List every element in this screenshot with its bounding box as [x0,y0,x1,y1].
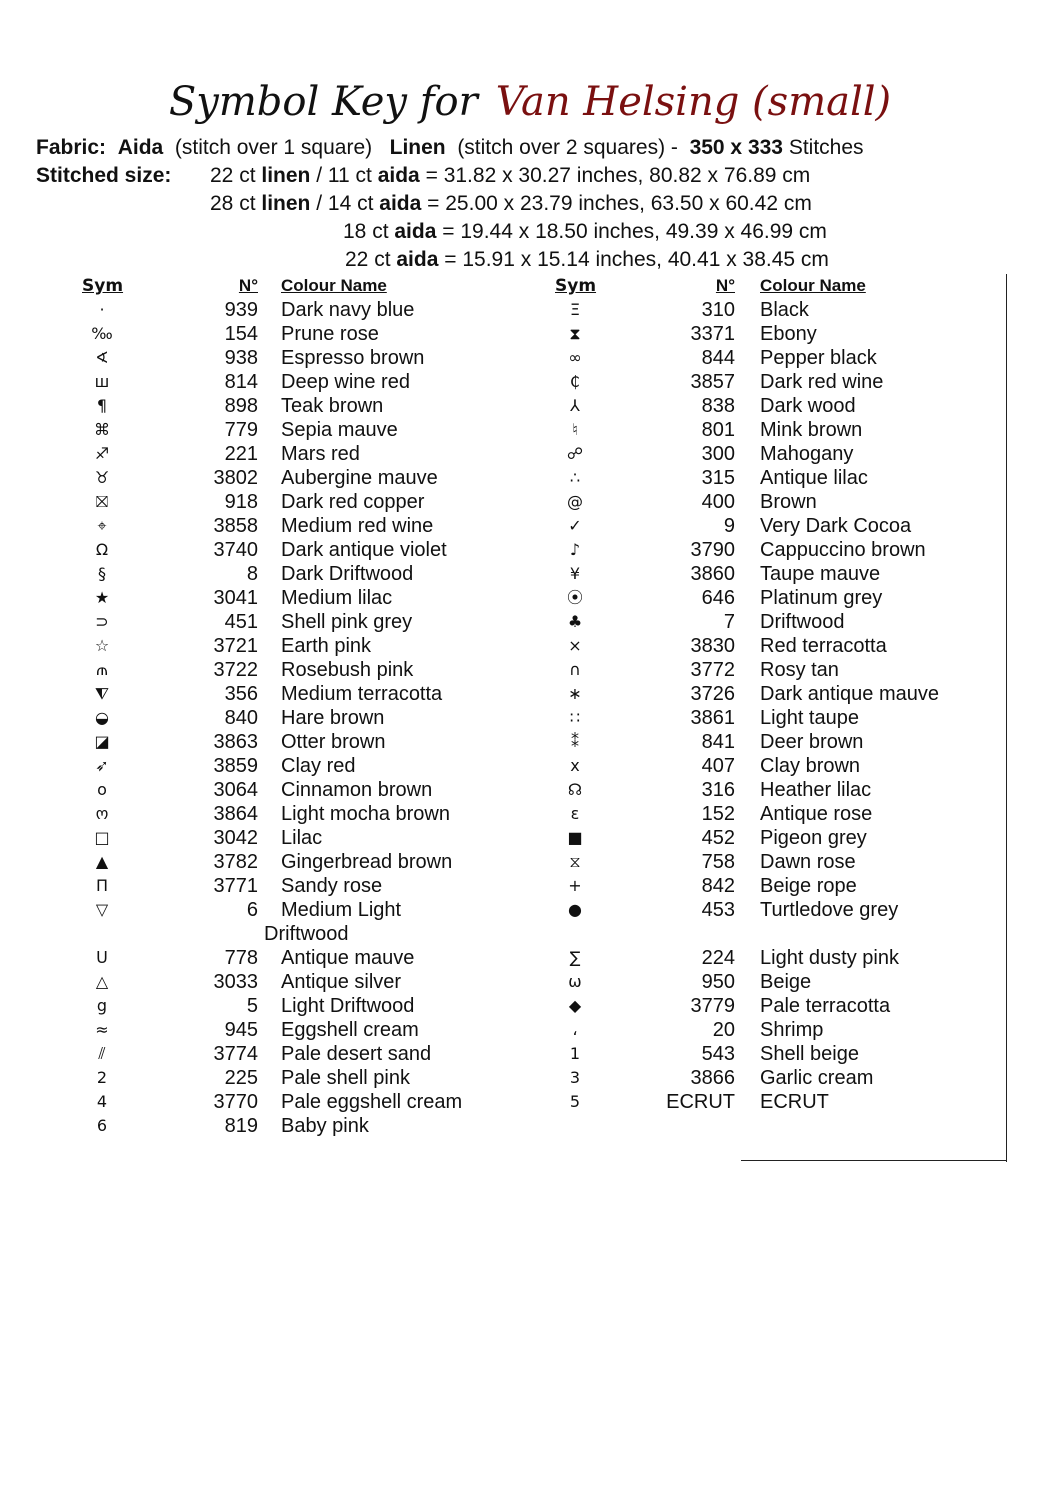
colour-name: Mink brown [760,419,863,441]
white-triangle-down-icon: ▽ [95,900,109,919]
colour-name: Espresso brown [281,347,425,369]
colour-name: Pale eggshell cream [281,1091,463,1113]
ascending-node-icon: ☊ [567,780,583,799]
colour-name: Antique silver [281,971,402,993]
table-row [0,322,1010,346]
colour-name: Taupe mauve [760,563,881,585]
header-num: N° [715,276,735,295]
colour-name: Deer brown [760,731,864,753]
table-row [0,490,1010,514]
colour-name: Otter brown [281,731,386,753]
colour-number: 152 [701,803,735,825]
size-dimensions: = 25.00 x 23.79 inches, 63.50 x 60.42 cm [427,192,812,215]
header-num: N° [238,276,258,295]
table-row [0,706,1010,730]
table-row [0,514,1010,538]
colour-number: 3726 [690,683,735,705]
colour-name: Light taupe [760,707,859,729]
colour-number: 778 [224,947,258,969]
size-dimensions: = 19.44 x 18.50 inches, 49.39 x 46.99 cm [442,220,827,243]
colour-number: 844 [701,347,735,369]
colour-name: Gingerbread brown [281,851,453,873]
colour-number: 842 [701,875,735,897]
colour-name: Clay brown [760,755,861,777]
colour-number: 407 [701,755,735,777]
half-filled-triangle-down-icon: ⧨ [94,684,110,703]
colour-number: 3041 [213,587,258,609]
black-triangle-up-icon: ▲ [95,852,109,871]
cedi-icon: ₵ [569,372,581,391]
colour-number: 3858 [213,515,258,537]
colour-number: 3772 [690,659,735,681]
colour-number: 3371 [690,323,735,345]
table-row [0,970,1010,994]
colour-name: Very Dark Cocoa [760,515,912,537]
size-dimensions: = 31.82 x 30.27 inches, 80.82 x 76.89 cm [425,164,811,187]
crosshair-icon: ⌖ [97,516,107,535]
fabric-linen-note: (stitch over 2 squares) - [457,136,678,159]
omega-small-icon: ω [568,972,582,991]
colour-name: Dark antique mauve [760,683,939,705]
colour-name: Black [760,299,809,321]
colour-number: 3771 [213,875,258,897]
cup-dot-icon: ᑌ [96,948,108,967]
colour-name: Deep wine red [281,371,410,393]
boxed-star-icon: ⛝ [95,492,109,511]
yen-icon: ¥ [569,564,581,583]
size-line-4 [345,246,829,274]
table-row [0,394,1010,418]
size-fabric: aida [396,248,439,271]
colour-name: Antique mauve [281,947,415,969]
colour-name: Light mocha brown [281,803,450,825]
colour-number: 3866 [690,1067,735,1089]
comma-hook-icon: ، [572,1020,578,1039]
pilcrow-icon: ¶ [96,396,108,415]
colour-name: Dark red copper [281,491,425,513]
colour-number: 453 [701,899,735,921]
colour-name: ECRUT [760,1091,829,1113]
colour-name: Beige [760,971,812,993]
colour-name: Medium red wine [281,515,434,537]
size-line-1 [210,162,810,190]
colour-name: Rosebush pink [281,659,414,681]
colour-number: 225 [224,1067,258,1089]
opposition-icon: ☍ [566,444,584,463]
table-row [0,418,1010,442]
sigma-icon: ∑ [569,948,581,967]
colour-number: 3859 [213,755,258,777]
colour-number: 3770 [213,1091,258,1113]
size-count: 22 ct [210,164,256,187]
colour-number: 400 [701,491,735,513]
table-row [0,346,1010,370]
size-count: / 11 ct [316,164,372,187]
colour-name: Dark red wine [760,371,884,393]
table-row [0,730,1010,754]
asterisk-icon: ∗ [568,684,582,703]
black-star-icon: ★ [94,588,110,607]
letter-x-icon: x [570,756,580,775]
circled-spade-icon: ⦿ [566,588,583,607]
proportion-icon: ∷ [569,708,581,727]
table-row [0,1090,1010,1114]
fabric-aida: Aida [117,136,164,159]
table-row [0,874,1010,898]
colour-number: 3857 [690,371,735,393]
table-row [0,898,1010,946]
colour-name: Baby pink [281,1115,369,1137]
colour-number: 316 [701,779,735,801]
colour-name: Pale shell pink [281,1067,410,1089]
table-row [0,754,1010,778]
header-sym: Sym [555,276,597,296]
arrow-dot-icon: ➶ [95,756,109,775]
table-header [0,274,1010,298]
colour-name: Eggshell cream [281,1019,419,1041]
colour-name: Dark wood [760,395,856,417]
fabric-line [36,134,864,162]
table-row [0,634,1010,658]
colour-number: 8 [246,563,258,585]
colour-name: Shell pink grey [281,611,413,633]
middle-dot-icon: · [99,300,105,319]
double-slash-icon: ⫽ [98,1044,106,1063]
colour-name: Brown [760,491,817,513]
colour-number: 9 [723,515,735,537]
colour-number: 939 [224,299,258,321]
table-row [0,442,1010,466]
fabric-linen: Linen [389,136,446,159]
colour-name: Platinum grey [760,587,883,609]
colour-number: 918 [224,491,258,513]
colour-number: 310 [701,299,735,321]
colour-number: 154 [224,323,258,345]
epsilon-icon: ε [570,804,580,823]
colour-number: 3802 [213,467,258,489]
colour-name: Driftwood [760,611,845,633]
colour-number: 841 [701,731,735,753]
colour-name: Beige rope [760,875,857,897]
colour-number: 3721 [213,635,258,657]
colour-number: 945 [224,1019,258,1041]
turned-y-icon: ⅄ [570,396,580,415]
colour-name: Dark antique violet [281,539,447,561]
colour-number: 3863 [213,731,258,753]
stitches-word: Stitches [788,136,864,159]
rotated-three-icon: ო [95,804,109,823]
digit-three-icon: 3 [569,1068,581,1087]
table-row [0,778,1010,802]
size-fabric: aida [379,192,422,215]
colour-name: Mahogany [760,443,854,465]
size-fabric: linen [261,192,311,215]
colour-number: 779 [224,419,258,441]
colour-number: 950 [701,971,735,993]
plus-icon: + [568,876,582,895]
table-row [0,538,1010,562]
colour-name: Red terracotta [760,635,887,657]
colour-number: 646 [701,587,735,609]
table-row [0,586,1010,610]
colour-number: 898 [224,395,258,417]
colour-name: Garlic cream [760,1067,874,1089]
command-icon: ⌘ [94,420,110,439]
colour-name: Prune rose [281,323,379,345]
taurus-icon: ♉ [94,468,110,487]
colour-number: 938 [224,347,258,369]
size-count: / 14 ct [316,192,374,215]
colour-name: Hare brown [281,707,385,729]
white-triangle-up-icon: △ [95,972,109,991]
header-colour-name: Colour Name [760,276,866,295]
pattern-name: Van Helsing (small) [495,79,892,125]
table-row [0,298,1010,322]
colour-name-continued: Driftwood [264,923,349,945]
check-mark-icon: ✓ [568,516,582,535]
table-row [0,610,1010,634]
colour-name: Heather lilac [760,779,872,801]
table-row [0,658,1010,682]
pi-icon: Π [95,876,109,895]
fabric-aida-note: (stitch over 1 square) [174,136,373,159]
half-filled-square-icon: ◪ [94,732,110,751]
black-circle-icon: ● [568,900,582,919]
colour-name: Shrimp [760,1019,824,1041]
colour-number: 300 [701,443,735,465]
colour-number: 3740 [213,539,258,561]
table-row [0,466,1010,490]
size-dimensions: = 15.91 x 15.14 inches, 40.41 x 38.45 cm [444,248,829,271]
table-row [0,1114,530,1138]
colour-number: 543 [701,1043,735,1065]
table-row [0,802,1010,826]
letter-g-icon: g [96,996,108,1015]
colour-number: 3864 [213,803,258,825]
colour-name: Teak brown [281,395,384,417]
size-line-2 [210,190,812,218]
colour-number: 3774 [213,1043,258,1065]
colour-name: Medium terracotta [281,683,443,705]
colour-number: 6 [246,899,258,921]
colour-number: 315 [701,467,735,489]
colour-number: 3064 [213,779,258,801]
letter-o-icon: o [97,780,107,799]
colour-name: Ebony [760,323,817,345]
music-note-icon: ♪ [569,540,581,559]
colour-number: 7 [723,611,735,633]
section-sign-icon: § [98,564,106,583]
table-border-right [1006,274,1007,1162]
table-row [0,562,1010,586]
table-row [0,826,1010,850]
black-diamond-icon: ◆ [568,996,582,1015]
colour-name: Antique lilac [760,467,868,489]
colour-name: Antique rose [760,803,873,825]
colour-name: Turtledove grey [760,899,899,921]
cross-dot-icon: ⨯ [568,636,582,655]
size-fabric: linen [261,164,311,187]
colour-name: Shell beige [760,1043,859,1065]
colour-number: 356 [224,683,258,705]
symbol-table-right [0,274,1010,1114]
natural-sign-icon: ♮ [572,420,578,439]
header-colour-name: Colour Name [281,276,387,295]
infinity-icon: ∞ [568,348,582,367]
colour-name: Earth pink [281,635,372,657]
colour-name: Pigeon grey [760,827,867,849]
colour-number: 840 [224,707,258,729]
digit-six-icon: 6 [96,1116,108,1135]
colour-number: 838 [701,395,735,417]
colour-name: Mars red [281,443,360,465]
colour-name: Cappuccino brown [760,539,926,561]
table-row [0,850,1010,874]
table-row [0,946,1010,970]
colour-name: Pale terracotta [760,995,891,1017]
per-mille-icon: ‰ [91,324,113,343]
stitched-size-label: Stitched size: [36,164,172,187]
approx-icon: ≈ [95,1020,109,1039]
therefore-icon: ∴ [569,468,581,487]
colour-number: 224 [701,947,735,969]
digit-one-icon: 1 [569,1044,581,1063]
table-row [0,1042,1010,1066]
colour-number: 3722 [213,659,258,681]
dotted-x-icon: ⁑ [571,732,579,751]
xi-icon: Ξ [569,300,581,319]
colour-number: 221 [224,443,258,465]
white-square-icon: □ [94,828,110,847]
size-count: 28 ct [210,192,256,215]
colour-name: Pale desert sand [281,1043,432,1065]
size-count: 22 ct [345,248,391,271]
table-row [0,1066,1010,1090]
colour-name: Dark navy blue [281,299,415,321]
sagittarius-arrow-icon: ♐ [94,444,110,463]
size-line-3 [343,218,827,246]
size-fabric: aida [377,164,420,187]
digit-five-icon: 5 [569,1092,581,1111]
colour-name: Pepper black [760,347,877,369]
stitch-count: 350 x 333 [689,136,783,159]
colour-number: 3042 [213,827,258,849]
colour-name: Dark Driftwood [281,563,414,585]
superset-icon: ⊃ [95,612,109,631]
colour-number: 3782 [213,851,258,873]
colour-number: 814 [224,371,258,393]
table-row [0,682,1010,706]
header-sym: Sym [82,276,124,296]
colour-number: 451 [224,611,258,633]
club-icon: ♣ [567,612,583,631]
omega-icon: Ω [95,540,109,559]
colour-name: Sandy rose [281,875,383,897]
colour-name: Light dusty pink [760,947,899,969]
colour-name: Clay red [281,755,356,777]
colour-number: 3790 [690,539,735,561]
digit-two-icon: 2 [96,1068,108,1087]
colour-name: Sepia mauve [281,419,398,441]
colour-number: 3830 [690,635,735,657]
colour-name: Dawn rose [760,851,856,873]
colour-number: 3033 [213,971,258,993]
digit-four-icon: 4 [96,1092,108,1111]
element-of-stroke-icon: ⫙ [96,660,108,679]
table-border-bottom [741,1160,1007,1161]
colour-name: Lilac [281,827,323,849]
colour-name: Medium Light [281,899,402,921]
colour-number: 20 [712,1019,735,1041]
colour-name: Rosy tan [760,659,839,681]
colour-number: 5 [246,995,258,1017]
at-sign-icon: @ [567,492,583,511]
size-fabric: aida [394,220,437,243]
title-prefix: Symbol Key for [168,79,478,125]
colour-number: 3779 [690,995,735,1017]
colour-number: 758 [701,851,735,873]
cap-dot-icon: ∩ [569,660,581,679]
colour-name: Cinnamon brown [281,779,433,801]
cyrillic-sha-icon: ш [94,372,110,391]
colour-number: 3861 [690,707,735,729]
white-hourglass-icon: ⧖ [569,852,581,871]
colour-number: 819 [224,1115,258,1137]
colour-name: Aubergine mauve [281,467,438,489]
size-count: 18 ct [343,220,389,243]
colour-name: Light Driftwood [281,995,415,1017]
spherical-angle-icon: ∢ [95,348,109,367]
fabric-label: Fabric: [36,136,107,159]
page-title [0,74,1060,130]
colour-name: Medium lilac [281,587,393,609]
half-filled-circle-icon: ◒ [95,708,109,727]
colour-number: 801 [701,419,735,441]
black-hourglass-icon: ⧗ [569,324,581,343]
table-row [0,994,1010,1018]
black-square-icon: ■ [567,828,583,847]
colour-number: 452 [701,827,735,849]
table-row [0,370,1010,394]
white-star-icon: ☆ [94,636,110,655]
table-row [0,1018,1010,1042]
colour-number: ECRUT [666,1091,735,1113]
colour-number: 3860 [690,563,735,585]
